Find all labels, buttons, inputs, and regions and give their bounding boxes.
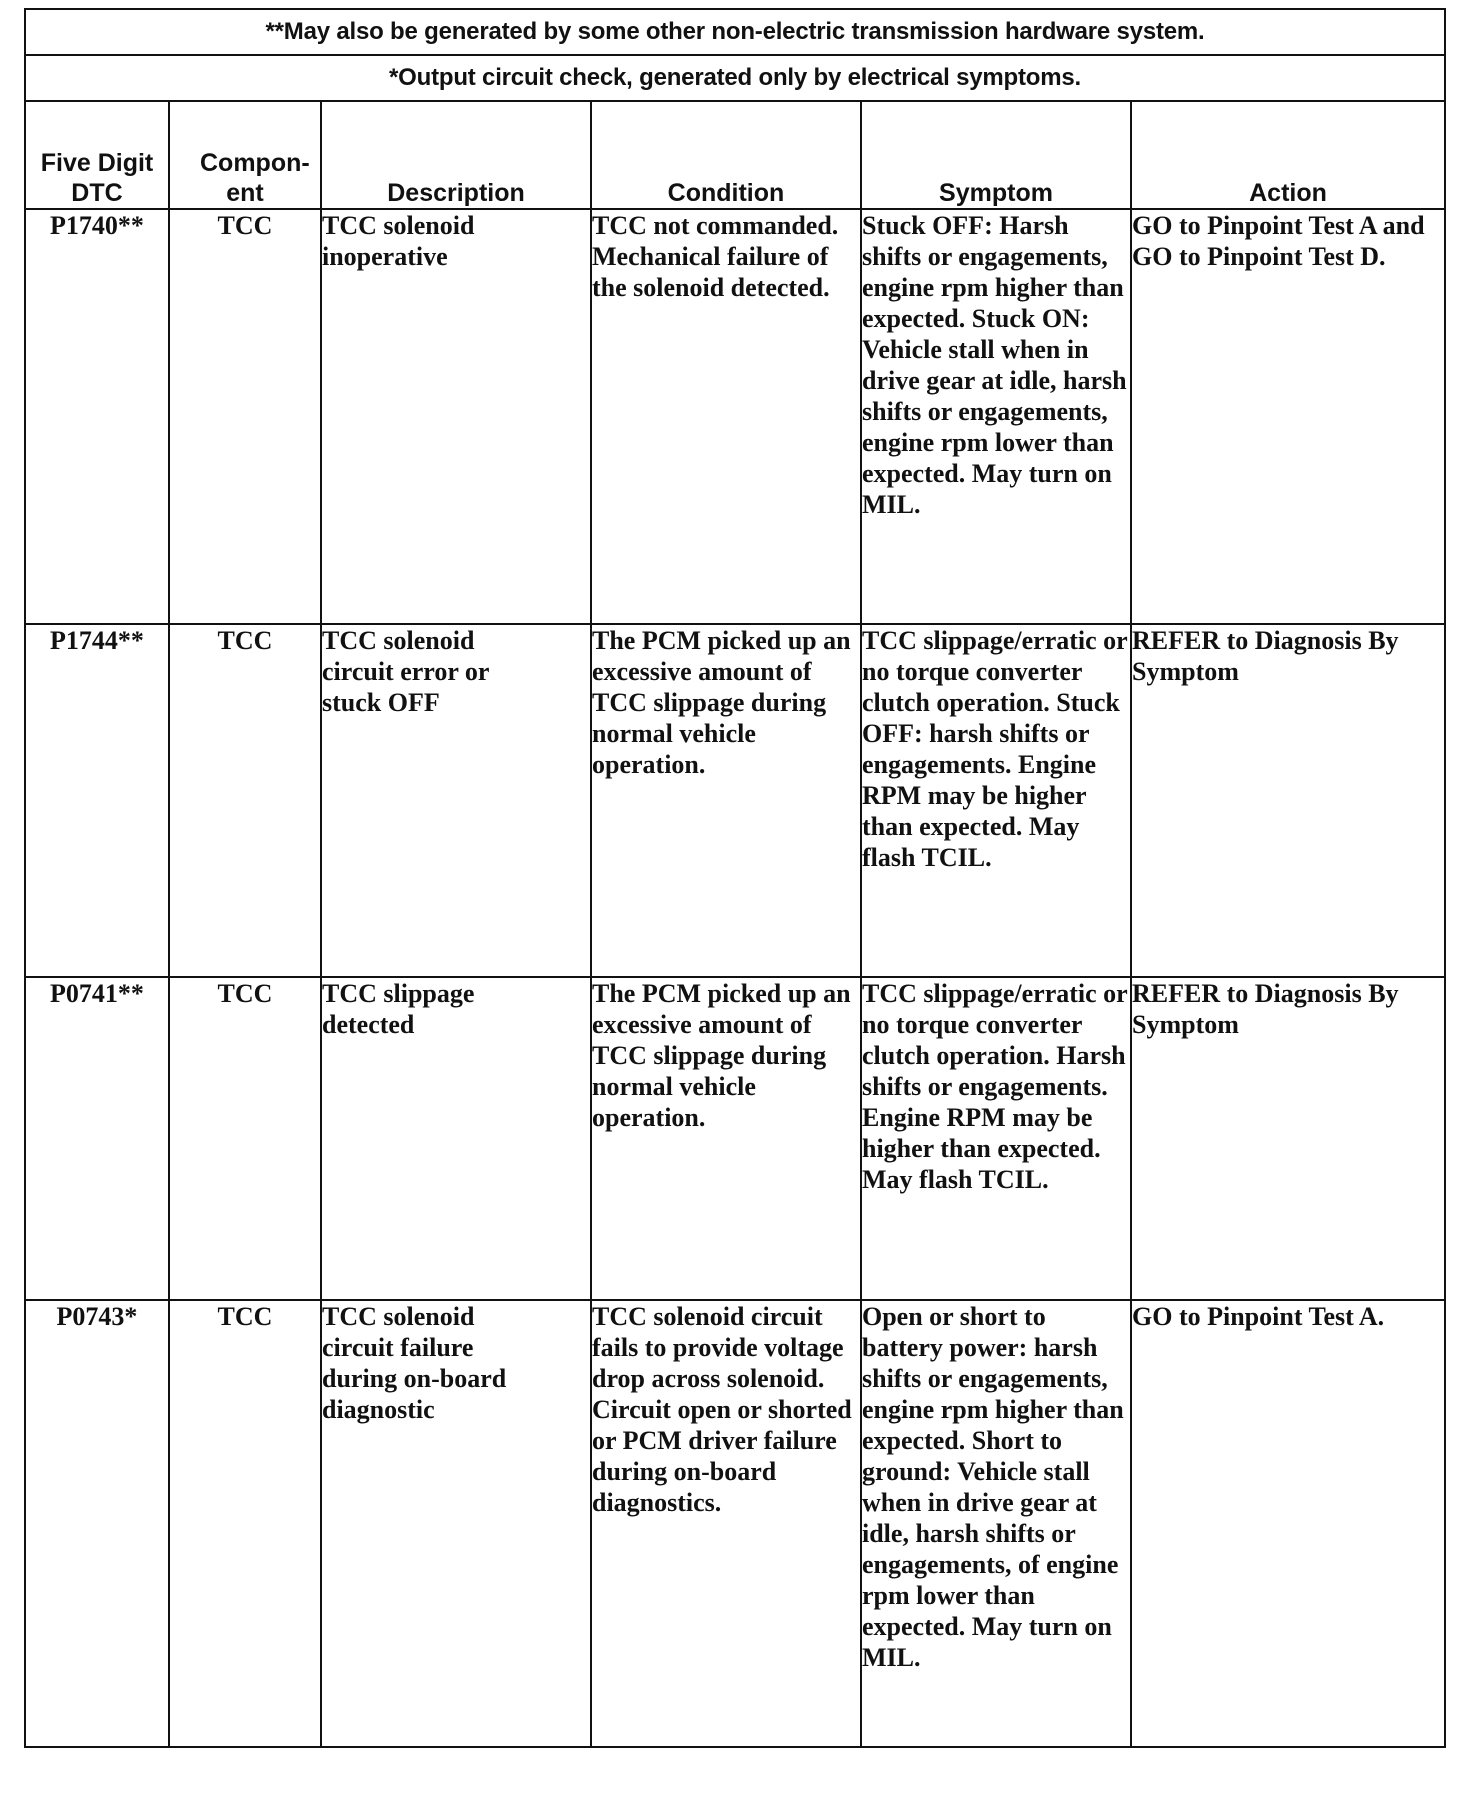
cell-condition: The PCM picked up an excessive amount of TCC slippage during normal vehicle operation. xyxy=(591,977,861,1300)
cell-condition: The PCM picked up an excessive amount of TCC slippage during normal vehicle operation. xyxy=(591,624,861,977)
table-row xyxy=(25,209,1445,624)
cell-symptom: TCC slippage/erratic or no torque converter clutch operation. Stuck OFF: harsh shifts or engagements. Engine RPM may be higher than expected. May flash TCIL. xyxy=(861,624,1131,977)
header-component: Compon- ent xyxy=(169,101,321,209)
cell-dtc: P0741** xyxy=(25,977,169,1300)
cell-dtc: P1740** xyxy=(25,209,169,624)
table-row xyxy=(25,977,1445,1300)
note-row-hardware xyxy=(25,9,1445,55)
cell-component: TCC xyxy=(169,209,321,624)
cell-action: REFER to Diagnosis By Symptom xyxy=(1131,624,1445,977)
cell-action: REFER to Diagnosis By Symptom xyxy=(1131,977,1445,1300)
cell-action: GO to Pinpoint Test A and GO to Pinpoint Test D. xyxy=(1131,209,1445,624)
cell-symptom: TCC slippage/erratic or no torque converter clutch operation. Harsh shifts or engagements. Engine RPM may be higher than expected. May flash TCIL. xyxy=(861,977,1131,1300)
cell-description: TCC solenoid circuit error or stuck OFF xyxy=(321,624,591,977)
note-single-star: *Output circuit check, generated only by electrical symptoms. xyxy=(25,55,1445,101)
cell-component: TCC xyxy=(169,1300,321,1747)
cell-component: TCC xyxy=(169,624,321,977)
header-description: Description xyxy=(321,101,591,209)
header-row xyxy=(25,101,1445,209)
table-row xyxy=(25,1300,1445,1747)
header-action: Action xyxy=(1131,101,1445,209)
dtc-table xyxy=(24,8,1446,1748)
cell-condition: TCC not commanded. Mechanical failure of the solenoid detected. xyxy=(591,209,861,624)
cell-description: TCC solenoid inoperative xyxy=(321,209,591,624)
cell-dtc: P0743* xyxy=(25,1300,169,1747)
note-double-star: **May also be generated by some other non-electric transmission hardware system. xyxy=(25,9,1445,55)
cell-action: GO to Pinpoint Test A. xyxy=(1131,1300,1445,1747)
table-row xyxy=(25,624,1445,977)
note-row-output xyxy=(25,55,1445,101)
cell-symptom: Stuck OFF: Harsh shifts or engagements, engine rpm higher than expected. Stuck ON: Vehicle stall when in drive gear at idle, harsh shifts or engagements, engine rpm lower than expected. May turn on MIL. xyxy=(861,209,1131,624)
header-symptom: Symptom xyxy=(861,101,1131,209)
cell-condition: TCC solenoid circuit fails to provide voltage drop across solenoid. Circuit open or shorted or PCM driver failure during on-board diagnostics. xyxy=(591,1300,861,1747)
cell-description: TCC slippage detected xyxy=(321,977,591,1300)
header-dtc: Five Digit DTC xyxy=(25,101,169,209)
cell-component: TCC xyxy=(169,977,321,1300)
cell-description: TCC solenoid circuit failure during on-board diagnostic xyxy=(321,1300,591,1747)
header-condition: Condition xyxy=(591,101,861,209)
cell-symptom: Open or short to battery power: harsh shifts or engagements, engine rpm higher than expected. Short to ground: Vehicle stall when in drive gear at idle, harsh shifts or engagements, of engine rpm lower than expected. May turn on MIL. xyxy=(861,1300,1131,1747)
cell-dtc: P1744** xyxy=(25,624,169,977)
